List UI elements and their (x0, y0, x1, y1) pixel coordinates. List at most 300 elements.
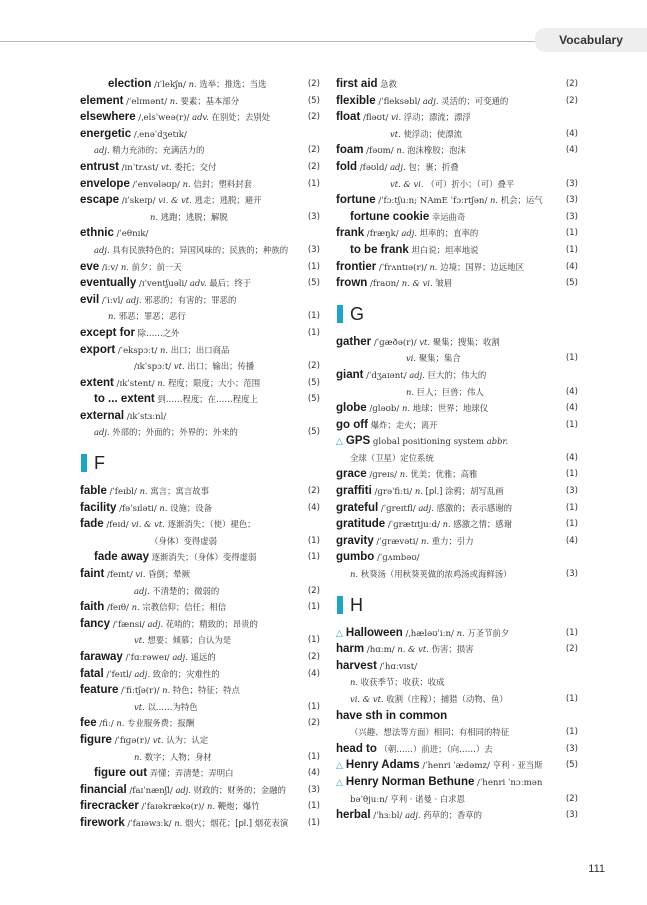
part-of-speech: n. & vt. (397, 644, 429, 655)
entry-gather (336, 334, 578, 367)
entry-line (336, 500, 578, 517)
entry-gumbo (336, 549, 578, 582)
section-title: Vocabulary (559, 33, 623, 47)
entry-line (80, 566, 320, 583)
part-of-speech: n. (456, 627, 465, 638)
headword: figure (80, 733, 112, 746)
definition: 聚集；搜集；收割 (432, 336, 500, 347)
unit-number: (1) (565, 727, 578, 738)
entry-henry-adams (336, 757, 578, 774)
definition: 委托；交付 (174, 161, 217, 172)
entry-line (336, 483, 578, 500)
phonetic: /ˈɡæðə(r)/ (373, 337, 417, 348)
unit-number: (3) (307, 244, 320, 255)
part-of-speech: n. (108, 311, 117, 322)
entry-line (80, 798, 320, 815)
unit-number: (5) (307, 427, 320, 438)
part-of-speech: adj. (409, 369, 425, 380)
headword: election (108, 78, 152, 90)
entry-line (80, 699, 320, 716)
definition: 巨大的；伟大的 (427, 369, 487, 380)
entry-henry-norman-bethune (336, 774, 578, 807)
entry-fade (80, 516, 320, 549)
definition: 坦率的；直率的 (419, 228, 479, 239)
unit-number: (1) (565, 353, 578, 364)
entry-entrust (80, 159, 320, 176)
unit-number: (3) (565, 211, 578, 222)
phonetic: /hɑːm/ (366, 645, 395, 656)
entry-line (336, 450, 578, 467)
headword: gather (336, 335, 372, 348)
unit-number: (2) (307, 112, 320, 123)
phonetic: /ˈelɪmənt/ (126, 96, 168, 107)
definition: 昏倒；晕厥 (148, 569, 191, 580)
phonetic: /ɪkˈspɔːt/ (134, 362, 172, 373)
part-of-speech: adj. (94, 427, 110, 438)
part-of-speech: adj. (134, 668, 150, 679)
definition: 认为；认定 (166, 734, 209, 745)
entry-line (80, 583, 320, 600)
entry-line (336, 708, 578, 725)
part-of-speech: n. (120, 261, 129, 272)
entry-line (336, 641, 578, 658)
headword: graffiti (336, 485, 372, 498)
part-of-speech: vt. (173, 361, 185, 372)
entry-line (336, 741, 578, 758)
entry-line (80, 93, 320, 110)
headword: extent (80, 376, 114, 389)
headword: fade away (94, 551, 149, 564)
unit-number: (3) (565, 178, 578, 189)
entry-extent (80, 375, 320, 392)
entry-except-for (80, 325, 320, 342)
part-of-speech: vt. (152, 734, 164, 745)
part-of-speech: n. (350, 569, 359, 580)
phonetic: /fəʊld/ (359, 162, 388, 173)
entry-gravity (336, 533, 578, 550)
part-of-speech: vi. (406, 353, 417, 364)
unit-number: (1) (565, 419, 578, 430)
headword: ethnic (80, 227, 114, 240)
definition: 感激之情；感谢 (453, 519, 512, 530)
unit-number: (2) (307, 161, 320, 172)
definition: 逐渐消失；（身体）变得虚弱 (151, 552, 257, 563)
entry-line (336, 417, 578, 434)
headword: firecracker (80, 800, 139, 813)
definition: 遥远的 (190, 652, 216, 662)
part-of-speech: n. (116, 718, 125, 729)
entry-line (336, 93, 578, 110)
phonetic: /ˈfɑːrəweɪ/ (125, 653, 170, 663)
definition: 选举；推选；当选 (199, 79, 267, 89)
phonetic: /ˈeθnɪk/ (116, 229, 149, 240)
headword: harm (336, 643, 365, 656)
unit-number: (2) (565, 95, 578, 106)
entry-herbal (336, 807, 578, 824)
entry-line (336, 192, 578, 209)
definition: 地球；世界；地球仪 (412, 403, 489, 414)
definition: 在别处；去别处 (211, 112, 271, 123)
phonetic: /ɡrəˈfiːti/ (374, 487, 413, 498)
letter-label: F (94, 453, 105, 474)
letter-heading-f (80, 451, 320, 475)
headword: head to (336, 742, 377, 755)
definition: 使浮动；使漂流 (403, 128, 463, 139)
phonetic: /fraʊn/ (369, 279, 400, 290)
definition: （兴趣、想法等方面）相同；有相同的特征 (350, 727, 510, 738)
unit-number: (2) (565, 79, 578, 89)
entry-line (80, 259, 320, 276)
entry-envelope (80, 176, 320, 193)
phonetic: /ˈhenri ˈædəmz/ (422, 761, 490, 772)
entry-foam (336, 142, 578, 159)
headword: harvest (336, 659, 377, 672)
definition: 特色；特征；特点 (172, 685, 240, 696)
entry-evil (80, 292, 320, 325)
phonetic: /ɪnˈtrʌst/ (121, 162, 159, 173)
entry-line (80, 632, 320, 649)
part-of-speech: n. & vi. (401, 278, 433, 289)
entry-line (80, 342, 320, 359)
part-of-speech: n. (406, 386, 415, 397)
unit-number: (2) (565, 793, 578, 804)
part-of-speech: n. (182, 178, 191, 189)
part-of-speech: n. (150, 211, 159, 222)
entry-line (80, 599, 320, 616)
headword: financial (80, 783, 127, 796)
entry-line (80, 209, 320, 226)
headword: envelope (80, 177, 130, 190)
entry-line (80, 616, 320, 633)
entry-fable (80, 483, 320, 500)
headword: Henry Norman Bethune (345, 775, 475, 788)
definition: 最后；终于 (209, 278, 252, 289)
part-of-speech: vi. & vt. (350, 694, 384, 704)
headword: gratitude (336, 518, 386, 531)
entry-line (80, 649, 320, 666)
definition: [pl.] 涂鸦；胡写乱画 (425, 486, 504, 497)
phonetic: global positioning system (372, 437, 485, 448)
entry-line (336, 275, 578, 292)
entry-eve (80, 259, 320, 276)
part-of-speech: vi. (391, 112, 402, 123)
part-of-speech: n. (134, 751, 143, 762)
unit-number: (2) (307, 718, 320, 729)
entry-line (80, 765, 320, 782)
entry-line (80, 749, 320, 766)
phonetic: /feɪnt/ (106, 570, 133, 581)
definition: （身体）变得虚弱 (150, 535, 217, 546)
page-number: 111 (588, 863, 605, 875)
entry-line (80, 142, 320, 159)
headword: energetic (80, 127, 132, 140)
entry-line (80, 715, 320, 732)
definition: 收获季节；收获；收成 (360, 677, 445, 688)
entry-line (336, 225, 578, 242)
unit-number: (1) (307, 311, 320, 322)
definition: 感激的；表示感谢的 (436, 502, 512, 513)
phonetic: /ˈenvələʊp/ (132, 179, 180, 190)
headword: foam (336, 144, 364, 157)
phonetic: /ˈfaɪəwɜːk/ (127, 818, 172, 829)
part-of-speech: n. (401, 403, 411, 414)
headword: eve (80, 260, 100, 273)
entry-line (336, 259, 578, 276)
headword: frontier (336, 260, 377, 273)
unit-number: (4) (565, 386, 578, 397)
headword: to be frank (350, 243, 409, 256)
entry-figure-out (80, 765, 320, 782)
entry-have-sth-in-common (336, 708, 578, 741)
unit-number: (2) (307, 145, 320, 156)
headword: export (80, 343, 116, 356)
phonetic: /ɡləʊb/ (369, 404, 400, 415)
part-of-speech: n. (396, 145, 405, 156)
letter-heading-h (336, 593, 578, 617)
phonetic: /fəˈsɪləti/ (119, 503, 157, 514)
entry-line (80, 483, 320, 500)
headword: figure out (94, 767, 148, 780)
definition: 数字；人物；身材 (144, 751, 212, 762)
letter-marker (337, 305, 343, 323)
headword: gravity (336, 534, 374, 547)
unit-number: (5) (307, 377, 320, 388)
entry-line (80, 225, 320, 242)
phonetic: /ɪˈskeɪp/ (121, 196, 156, 207)
part-of-speech: n. (206, 801, 216, 812)
entry-ethnic (80, 225, 320, 258)
entry-line (336, 176, 578, 193)
part-of-speech: vt. (134, 635, 145, 646)
entry-financial (80, 782, 320, 799)
entry-graffiti (336, 483, 578, 500)
unit-number: (1) (307, 635, 320, 646)
entry-fortune-cookie (336, 209, 578, 226)
triangle-marker-icon: △ (336, 761, 343, 772)
entry-line (80, 391, 320, 408)
part-of-speech: adj. (94, 244, 110, 255)
definition: 亨利 · 诺曼 · 白求恩 (390, 793, 465, 804)
definition: 万圣节前夕 (467, 627, 510, 638)
definition: 到……程度；在……程度上 (157, 394, 258, 405)
part-of-speech: adj. (134, 585, 150, 596)
unit-number: (1) (307, 602, 320, 613)
part-of-speech: adj. (401, 228, 417, 239)
headword: fold (336, 160, 358, 173)
headword: first aid (336, 78, 378, 90)
headword: element (80, 94, 124, 107)
triangle-marker-icon: △ (336, 437, 343, 448)
part-of-speech: n. (429, 261, 438, 272)
headword: have sth in common (336, 709, 448, 722)
entry-grateful (336, 500, 578, 517)
phonetic: /ˈfɔːtʃuːn; NAmE ˈfɔːrtʃən/ (378, 196, 488, 207)
entry-faraway (80, 649, 320, 666)
definition: 幸运曲奇 (431, 211, 466, 222)
definition: 不清楚的；微弱的 (152, 585, 220, 596)
entry-line (80, 358, 320, 375)
phonetic: /ɪkˈstɜːnl/ (126, 411, 167, 422)
definition: 伤害；损害 (431, 644, 474, 655)
headword: GPS (345, 435, 371, 448)
entry-line (336, 516, 578, 533)
phonetic: /ˈɡreɪtfl/ (380, 503, 416, 514)
entry-election (80, 76, 320, 93)
entry-line (80, 242, 320, 259)
unit-number: (3) (565, 743, 578, 754)
entry-frank (336, 225, 578, 242)
definition: 优美；优雅；高雅 (410, 469, 478, 480)
definition: 专业服务费；报酬 (127, 718, 195, 729)
headword: fatal (80, 667, 104, 680)
phonetic: /ɪˈventʃuəli/ (138, 279, 188, 290)
entry-line (336, 566, 578, 583)
entry-halloween (336, 625, 578, 642)
unit-number: (4) (565, 261, 578, 272)
entry-line (80, 176, 320, 193)
entry-to-be-frank (336, 242, 578, 259)
entry-element (80, 93, 320, 110)
definition: 包；裹；折叠 (408, 161, 459, 172)
definition: 设施；设备 (170, 502, 213, 513)
unit-number: (3) (307, 211, 320, 222)
entry-line (80, 682, 320, 699)
unit-number: (4) (307, 502, 320, 513)
definition: 除……之外 (137, 327, 180, 338)
entry-external (80, 408, 320, 441)
phonetic: /ɪˈlekʃn/ (154, 80, 186, 90)
definition: 皱眉 (435, 278, 453, 289)
entry-flexible (336, 93, 578, 110)
part-of-speech: adj. (405, 810, 421, 821)
unit-number: (5) (565, 278, 578, 289)
entry-line (80, 275, 320, 292)
definition: 鞭炮；爆竹 (217, 801, 260, 812)
entry-go-off (336, 417, 578, 434)
entry-line (80, 292, 320, 309)
definition: 收割（庄稼）；捕猎（动物、鱼） (386, 694, 508, 704)
part-of-speech: n. (162, 685, 171, 696)
headword: fortune cookie (350, 210, 430, 223)
unit-number: (4) (565, 452, 578, 463)
part-of-speech: vt. (161, 161, 172, 172)
phonetic: /ˈfɪɡə(r)/ (114, 735, 151, 746)
headword: feature (80, 684, 119, 697)
entry-faint (80, 566, 320, 599)
letter-marker (337, 596, 343, 614)
unit-number: (4) (565, 145, 578, 156)
unit-number: (3) (565, 486, 578, 497)
definition: 机会；运气 (500, 195, 543, 206)
entry-fatal (80, 666, 320, 683)
entry-line (336, 691, 578, 708)
unit-number: (1) (307, 801, 320, 812)
phonetic: /ˌenəˈdʒetɪk/ (133, 129, 187, 140)
entry-line (80, 424, 320, 441)
phonetic: /ˈfleksəbl/ (378, 96, 421, 107)
definition: 重力；引力 (431, 535, 474, 546)
definition: 寓言；寓言故事 (150, 486, 209, 497)
phonetic: bəˈθjuːn/ (350, 794, 388, 805)
unit-number: (1) (307, 552, 320, 563)
definition: 信封；塑料封套 (193, 178, 252, 189)
entry-line (336, 367, 578, 384)
phonetic: /ˈiːvl/ (101, 295, 124, 306)
entry-line (80, 732, 320, 749)
unit-number: (3) (565, 195, 578, 206)
entry-first-aid (336, 76, 578, 93)
part-of-speech: n. (160, 344, 169, 355)
unit-number: (1) (565, 469, 578, 480)
part-of-speech: vt. (134, 701, 145, 712)
definition: 要素；基本部分 (180, 95, 240, 106)
unit-number: (2) (307, 652, 320, 662)
definition: 全球（卫星）定位系统 (350, 452, 434, 463)
entry-line (336, 76, 578, 93)
unit-number: (1) (565, 519, 578, 530)
definition: 宗教信仰；信任；相信 (142, 602, 227, 613)
definition: 财政的；财务的；金融的 (193, 784, 286, 795)
phonetic: /ˈekspɔːt/ (117, 345, 158, 356)
unit-number: (1) (565, 228, 578, 239)
definition: 致命的；灾难性的 (152, 668, 220, 679)
entry-line (336, 674, 578, 691)
unit-number: (3) (565, 569, 578, 580)
entry-line (80, 76, 320, 93)
entry-line (80, 516, 320, 533)
definition: 爆炸；走火；离开 (370, 419, 438, 430)
phonetic: /ˈɡʌmbəʊ/ (377, 553, 420, 564)
unit-number: (2) (307, 361, 320, 372)
unit-number: (1) (307, 327, 320, 338)
entry-line (336, 466, 578, 483)
entry-gps (336, 433, 578, 466)
definition: 药草的；香草的 (423, 810, 482, 821)
part-of-speech: adj. (390, 161, 406, 172)
part-of-speech: adj. (94, 145, 110, 156)
entry-fee (80, 715, 320, 732)
phonetic: /ˈfeɪtl/ (106, 669, 132, 680)
entry-line (336, 384, 578, 401)
phonetic: /ɡreɪs/ (369, 470, 398, 481)
part-of-speech: n. (188, 79, 197, 89)
entry-firework (80, 815, 320, 832)
entry-globe (336, 400, 578, 417)
headword: grace (336, 468, 367, 481)
part-of-speech: vi. & vt. (131, 519, 165, 530)
headword: Henry Adams (345, 759, 420, 772)
definition: 邪恶的；有害的；罪恶的 (144, 294, 237, 305)
definition: 边境；国界；边远地区 (440, 261, 525, 272)
unit-number: (1) (307, 701, 320, 712)
phonetic: /iːv/ (101, 262, 119, 273)
unit-number: (1) (307, 178, 320, 189)
definition: 前夕；前一天 (131, 261, 182, 272)
entry-harvest (336, 658, 578, 708)
definition: （可）折小；（可）叠平 (426, 178, 515, 189)
entry-line (80, 126, 320, 143)
unit-number: (4) (565, 403, 578, 414)
phonetic: /fləʊt/ (362, 113, 389, 124)
definition: 精力充沛的；充满活力的 (112, 145, 205, 156)
headword: faith (80, 601, 105, 614)
headword: evil (80, 293, 100, 306)
entry-export (80, 342, 320, 375)
entry-fold (336, 159, 578, 192)
part-of-speech: n. (414, 486, 423, 497)
entry-line (336, 433, 578, 450)
headword: faint (80, 568, 105, 581)
